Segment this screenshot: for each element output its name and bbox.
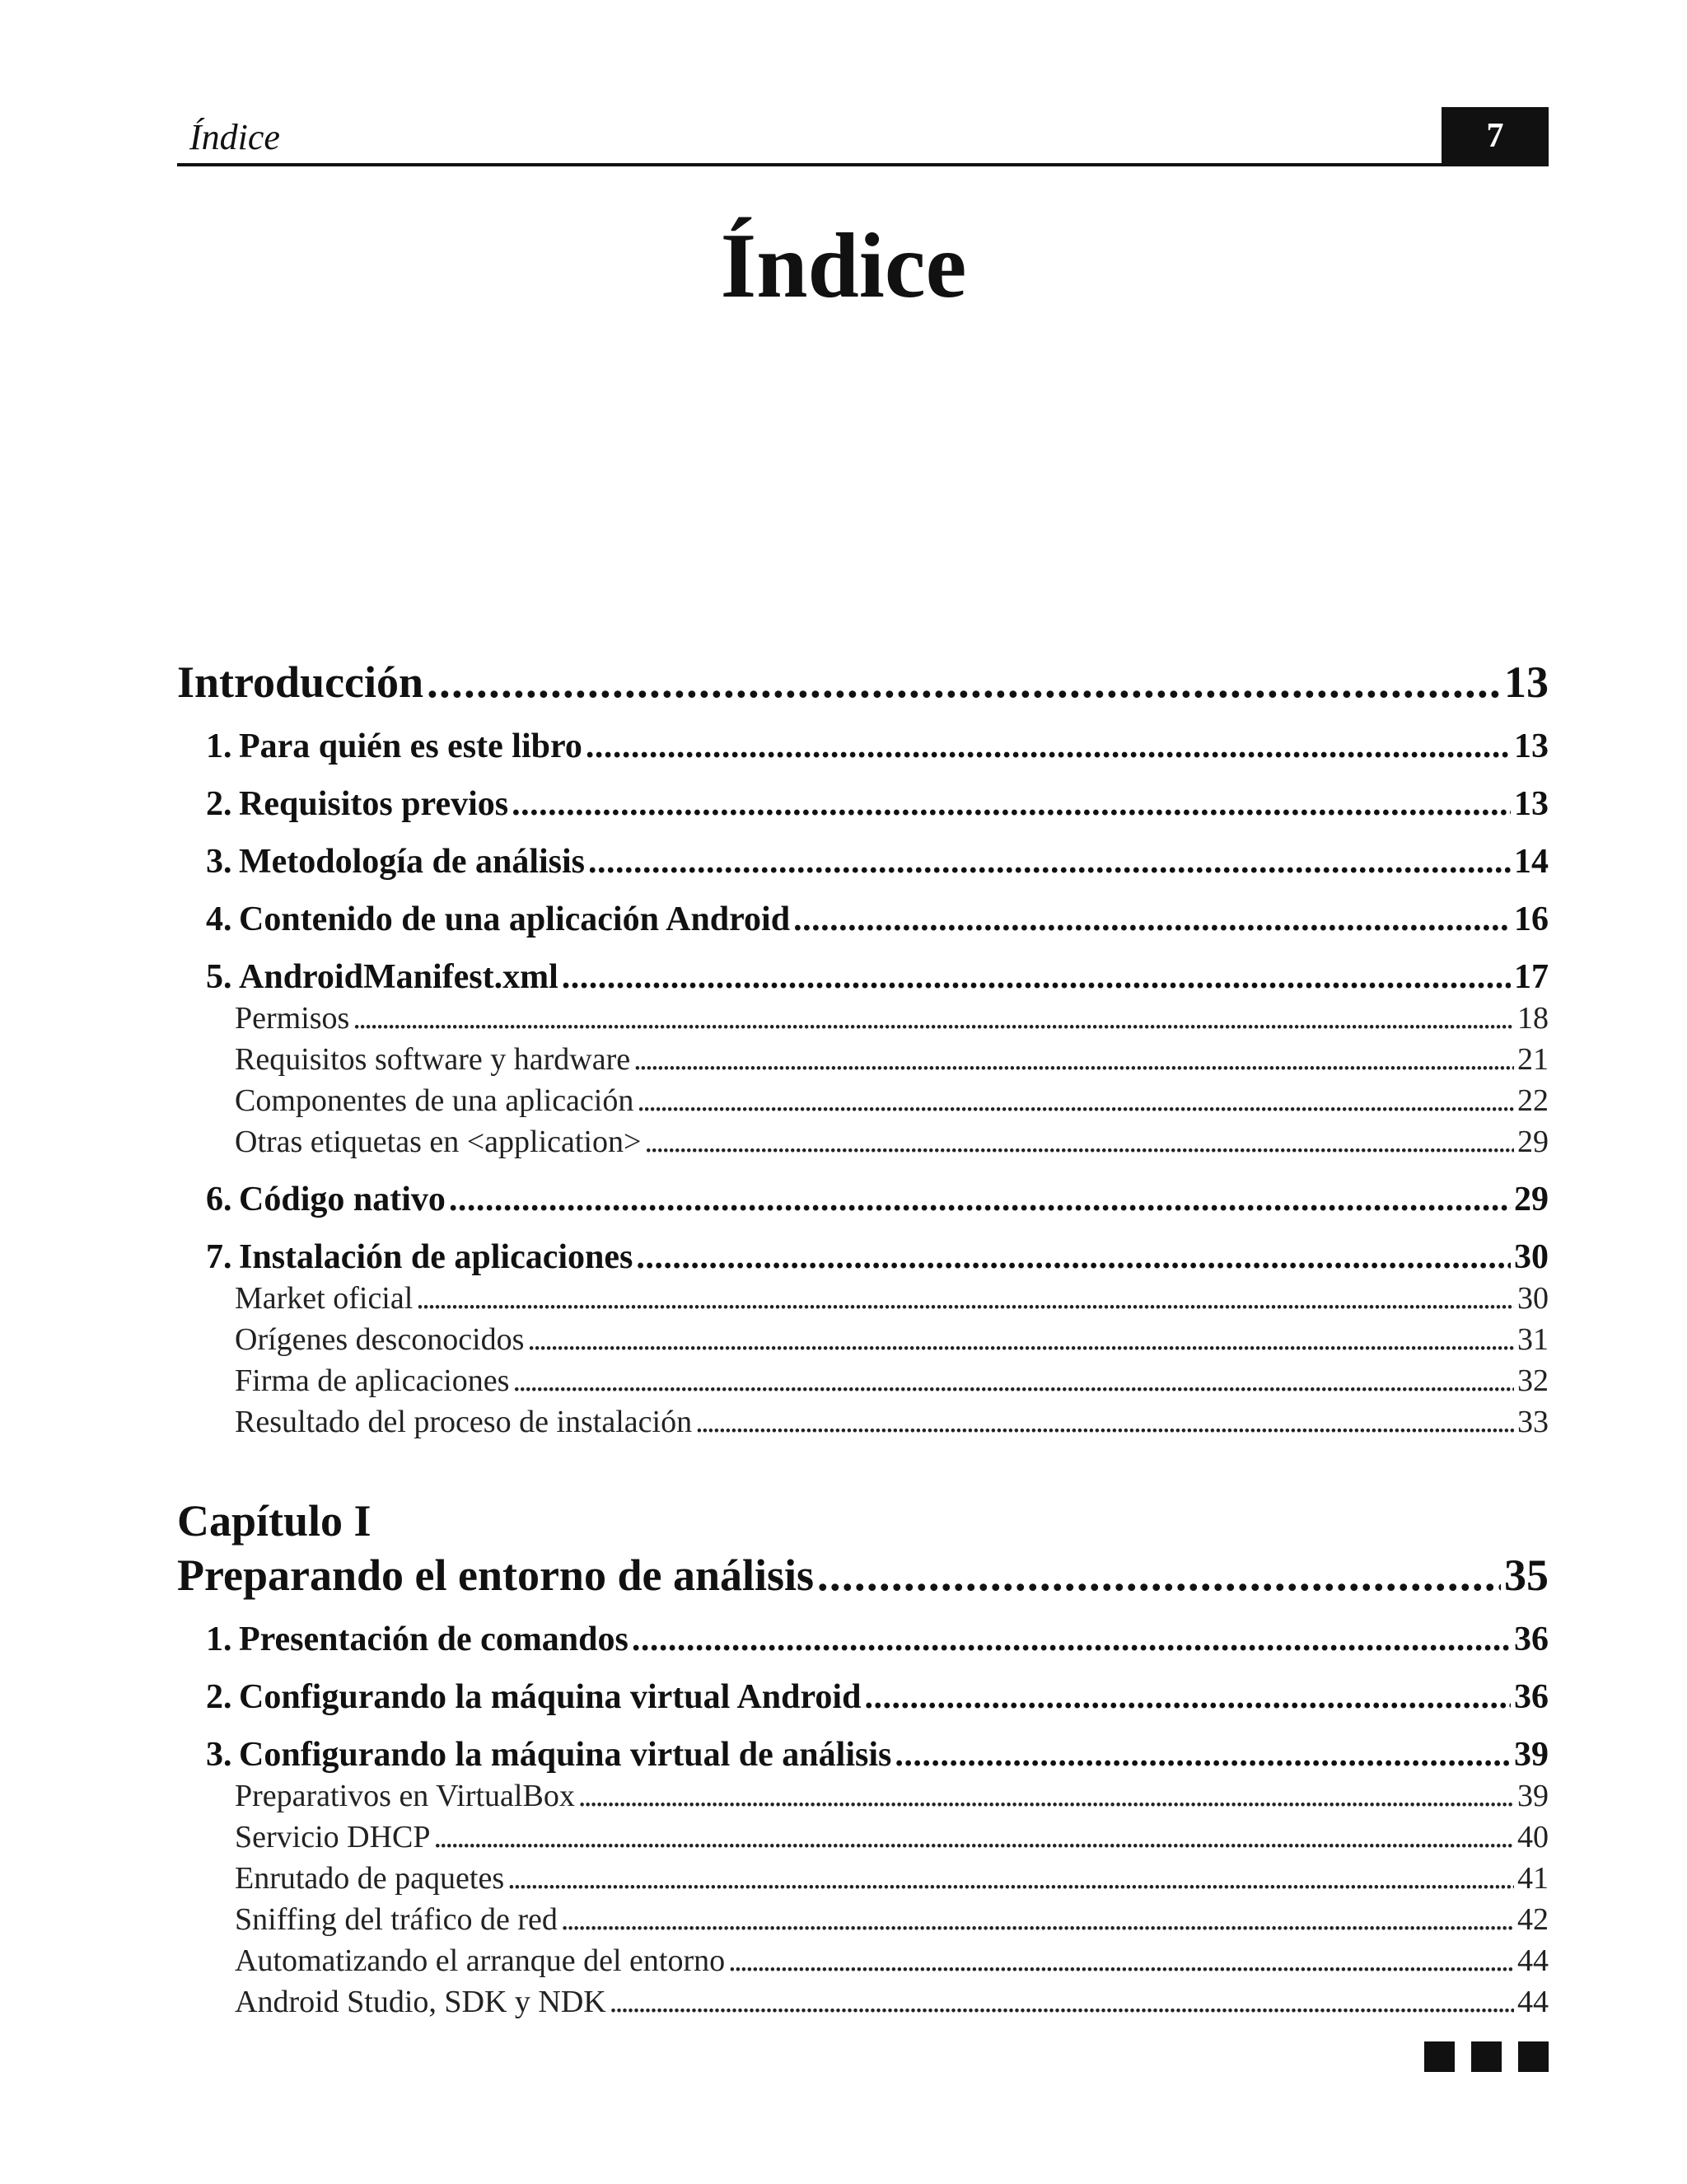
toc-part-chapter-1 (177, 1494, 1549, 2023)
continuation-square (1518, 2041, 1549, 2072)
toc-subsection-title: Enrutado de paquetes (235, 1861, 505, 1896)
dot-leader (895, 1734, 1511, 1775)
toc-subsection-entry[interactable] (177, 1858, 1549, 1899)
page-number-box (1442, 107, 1549, 165)
toc-subsection-title: Resultado del proceso de instalación (235, 1405, 693, 1439)
toc-section-number: 1. (206, 1620, 232, 1658)
toc-section-number: 5. (206, 958, 232, 996)
toc-entry-introduction[interactable] (177, 655, 1549, 709)
dot-leader (817, 1548, 1501, 1602)
toc-section-label (206, 1179, 446, 1220)
dot-leader (434, 1817, 1515, 1858)
dot-leader (527, 1319, 1514, 1360)
dot-leader (864, 1677, 1511, 1718)
toc-section-number: 6. (206, 1181, 232, 1218)
toc-section-title: Contenido de una aplicación Android (239, 900, 791, 938)
toc-section-label (206, 783, 508, 825)
dot-leader (728, 1940, 1514, 1981)
toc-section-label (206, 899, 790, 940)
toc-section-entry[interactable] (177, 1619, 1549, 1660)
toc-section-title: Código nativo (239, 1181, 446, 1218)
toc-subsection-entry[interactable] (177, 1401, 1549, 1443)
page-title: Índice (720, 215, 967, 317)
dot-leader (637, 1080, 1514, 1121)
toc-section-title: Requisitos previos (239, 785, 509, 823)
toc-section-number: 1. (206, 727, 232, 765)
dot-leader (632, 1619, 1511, 1660)
toc-entry-title: Introducción (177, 657, 424, 707)
toc-section-page: 14 (1514, 843, 1549, 881)
toc-section-label (206, 1619, 629, 1660)
toc-subsection-page: 22 (1517, 1083, 1549, 1118)
toc-section-title: AndroidManifest.xml (239, 958, 558, 996)
dot-leader (644, 1121, 1514, 1162)
dot-leader (586, 726, 1511, 767)
toc-sections (177, 726, 1549, 1443)
dot-leader (588, 841, 1511, 882)
toc-section-label (206, 841, 585, 882)
dot-leader (449, 1179, 1511, 1220)
table-of-contents (177, 655, 1549, 2023)
toc-subsection-page: 21 (1517, 1042, 1549, 1077)
toc-subsection-page: 44 (1517, 1943, 1549, 1978)
toc-entry-page: 35 (1504, 1550, 1549, 1600)
toc-section-label (206, 1677, 861, 1718)
continuation-square (1424, 2041, 1455, 2072)
toc-subsection-title: Otras etiquetas en <application> (235, 1125, 642, 1159)
toc-section-title: Configurando la máquina virtual de análisis (239, 1736, 892, 1774)
toc-section-page: 39 (1514, 1736, 1549, 1774)
toc-subsection-entry[interactable] (177, 1121, 1549, 1162)
toc-subsection-entry[interactable] (177, 1817, 1549, 1858)
toc-section-label (206, 726, 582, 767)
toc-section-entry[interactable] (177, 726, 1549, 767)
continuation-square (1471, 2041, 1502, 2072)
dot-leader (578, 1775, 1514, 1817)
dot-leader (793, 899, 1511, 940)
toc-subsection-entry[interactable] (177, 1319, 1549, 1360)
toc-section-entry[interactable] (177, 1237, 1549, 1278)
dot-leader (610, 1981, 1514, 2023)
toc-subsection-entry[interactable] (177, 1775, 1549, 1817)
toc-subsection-title: Sniffing del tráfico de red (235, 1902, 558, 1937)
toc-subsection-title: Orígenes desconocidos (235, 1322, 525, 1357)
toc-subsection-page: 42 (1517, 1902, 1549, 1937)
continuation-marks (1424, 2041, 1549, 2072)
toc-section-page: 17 (1514, 958, 1549, 996)
toc-subsection-page: 29 (1517, 1125, 1549, 1159)
toc-subsection-entry[interactable] (177, 1278, 1549, 1319)
toc-entry-title: Preparando el entorno de análisis (177, 1550, 815, 1600)
toc-section-title: Presentación de comandos (239, 1620, 629, 1658)
dot-leader (633, 1039, 1514, 1080)
page-number: 7 (1486, 117, 1504, 155)
toc-section-entry[interactable] (177, 956, 1549, 998)
toc-section-page: 36 (1514, 1678, 1549, 1716)
toc-section-entry[interactable] (177, 899, 1549, 940)
toc-section-label (206, 956, 558, 998)
toc-subsection-entry[interactable] (177, 1039, 1549, 1080)
dot-leader (561, 1899, 1514, 1940)
dot-leader (562, 956, 1511, 998)
toc-subsection-entry[interactable] (177, 1981, 1549, 2023)
toc-section-page: 36 (1514, 1620, 1549, 1658)
toc-section-entry[interactable] (177, 1677, 1549, 1718)
toc-section-title: Para quién es este libro (239, 727, 582, 765)
toc-section-page: 16 (1514, 900, 1549, 938)
chapter-label: Capítulo I (177, 1496, 372, 1546)
dot-leader (636, 1237, 1511, 1278)
toc-subsection-page: 30 (1517, 1281, 1549, 1316)
toc-subsection-page: 32 (1517, 1363, 1549, 1398)
toc-subsection-entry[interactable] (177, 998, 1549, 1039)
toc-subsection-title: Componentes de una aplicación (235, 1083, 634, 1118)
toc-subsection-page: 41 (1517, 1861, 1549, 1896)
toc-section-label (206, 1734, 891, 1775)
toc-section-number: 3. (206, 1736, 232, 1774)
toc-subsection-entry[interactable] (177, 1080, 1549, 1121)
toc-section-title: Instalación de aplicaciones (239, 1238, 633, 1276)
toc-subsection-title: Firma de aplicaciones (235, 1363, 510, 1398)
toc-section-entry[interactable] (177, 841, 1549, 882)
toc-part-introduction (177, 655, 1549, 1443)
toc-subsection-title: Android Studio, SDK y NDK (235, 1985, 606, 2019)
toc-section-page: 13 (1514, 727, 1549, 765)
dot-leader (695, 1401, 1514, 1443)
toc-section-number: 7. (206, 1238, 232, 1276)
running-header (177, 107, 1549, 166)
toc-subsection-page: 39 (1517, 1779, 1549, 1813)
toc-subsection-title: Servicio DHCP (235, 1820, 431, 1854)
toc-subsection-entry[interactable] (177, 1940, 1549, 1981)
toc-subsection-entry[interactable] (177, 1899, 1549, 1940)
toc-section-entry[interactable] (177, 783, 1549, 825)
toc-entry-page: 13 (1504, 657, 1549, 707)
toc-subsection-title: Automatizando el arranque del entorno (235, 1943, 726, 1978)
dot-leader (507, 1858, 1514, 1899)
dot-leader (427, 655, 1501, 709)
dot-leader (512, 1360, 1514, 1401)
dot-leader (512, 783, 1511, 825)
toc-subsection-title: Requisitos software y hardware (235, 1042, 631, 1077)
toc-subsection-page: 33 (1517, 1405, 1549, 1439)
toc-section-page: 29 (1514, 1181, 1549, 1218)
toc-section-number: 2. (206, 785, 232, 823)
toc-section-title: Metodología de análisis (239, 843, 586, 881)
toc-subsection-page: 44 (1517, 1985, 1549, 2019)
toc-subsection-entry[interactable] (177, 1360, 1549, 1401)
toc-sections (177, 1619, 1549, 2023)
toc-section-entry[interactable] (177, 1179, 1549, 1220)
toc-section-number: 4. (206, 900, 232, 938)
dot-leader (353, 998, 1514, 1039)
toc-section-title: Configurando la máquina virtual Android (239, 1678, 862, 1716)
toc-subsection-title: Permisos (235, 1001, 350, 1036)
toc-section-label (206, 1237, 633, 1278)
toc-section-number: 3. (206, 843, 232, 881)
toc-section-number: 2. (206, 1678, 232, 1716)
toc-subsection-page: 18 (1517, 1001, 1549, 1036)
toc-subsection-page: 40 (1517, 1820, 1549, 1854)
toc-subsection-page: 31 (1517, 1322, 1549, 1357)
dot-leader (416, 1278, 1514, 1319)
running-title: Índice (189, 117, 280, 157)
toc-section-page: 30 (1514, 1238, 1549, 1276)
toc-entry-chapter-title[interactable] (177, 1548, 1549, 1602)
toc-section-page: 13 (1514, 785, 1549, 823)
toc-subsection-title: Preparativos en VirtualBox (235, 1779, 575, 1813)
toc-subsection-title: Market oficial (235, 1281, 414, 1316)
toc-section-entry[interactable] (177, 1734, 1549, 1775)
